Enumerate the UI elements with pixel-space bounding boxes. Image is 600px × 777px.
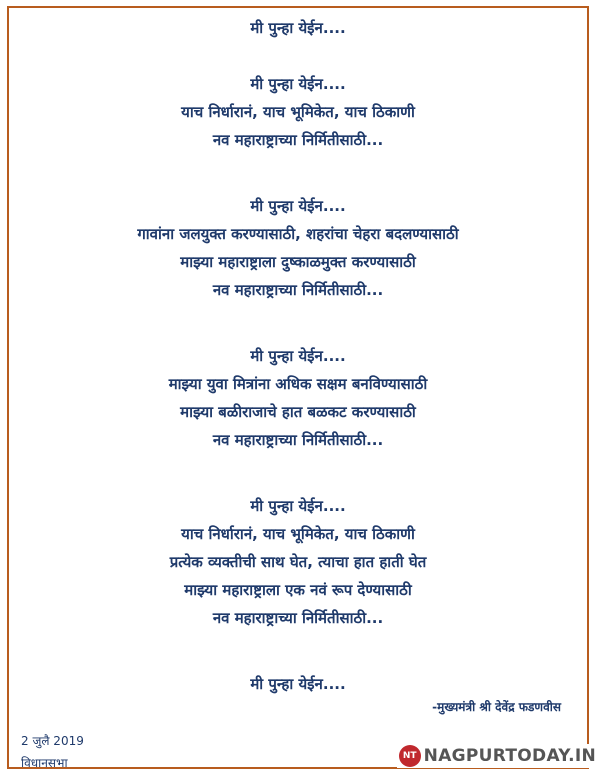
stanza-2: [9, 192, 587, 304]
place-label: विधानसभा: [21, 756, 68, 770]
poem-line: नव महाराष्ट्राच्या निर्मितीसाठी...: [212, 281, 384, 299]
poem-line: मी पुन्हा येईन....: [250, 497, 346, 515]
stanza-4: [9, 492, 587, 632]
poem-line: मी पुन्हा येईन....: [250, 75, 346, 93]
poem-line: गावांना जलयुक्त करण्यासाठी, शहरांचा चेहरा बदलण्यासाठी: [137, 225, 459, 243]
poem-line: प्रत्येक व्यक्तीची साथ घेत, त्याचा हात हाती घेत: [169, 553, 427, 571]
brand-logo-icon: NT: [399, 745, 421, 767]
signature: -मुख्यमंत्री श्री देवेंद्र फडणवीस: [432, 700, 561, 714]
poem-line: याच निर्धारानं, याच भूमिकेत, याच ठिकाणी: [181, 525, 415, 543]
poem-title: मी पुन्हा येईन....: [250, 19, 346, 37]
closing-line: मी पुन्हा येईन....: [250, 675, 346, 693]
brand-text: NAGPURTODAY.IN: [423, 746, 596, 766]
poem-line: नव महाराष्ट्राच्या निर्मितीसाठी...: [212, 431, 384, 449]
poem-line: माझ्या युवा मित्रांना अधिक सक्षम बनविण्यासाठी: [168, 375, 428, 393]
poem-line: नव महाराष्ट्राच्या निर्मितीसाठी...: [212, 131, 384, 149]
watermark-brand: [397, 744, 598, 768]
poem-line: माझ्या महाराष्ट्राला एक नवं रूप देण्यासाठी: [184, 581, 412, 599]
poem-line: मी पुन्हा येईन....: [250, 347, 346, 365]
poem-line: याच निर्धारानं, याच भूमिकेत, याच ठिकाणी: [181, 103, 415, 121]
poem-line: नव महाराष्ट्राच्या निर्मितीसाठी...: [212, 609, 384, 627]
poem-body: [9, 70, 587, 698]
poem-line: माझ्या महाराष्ट्राला दुष्काळमुक्त करण्यासाठी: [180, 253, 416, 271]
poem-line: मी पुन्हा येईन....: [250, 197, 346, 215]
stanza-3: [9, 342, 587, 454]
stanza-1: [9, 70, 587, 154]
poem-line: माझ्या बळीराजाचे हात बळकट करण्यासाठी: [180, 403, 416, 421]
poem-document: [7, 6, 589, 769]
date-label: 2 जुलै 2019: [21, 734, 84, 748]
